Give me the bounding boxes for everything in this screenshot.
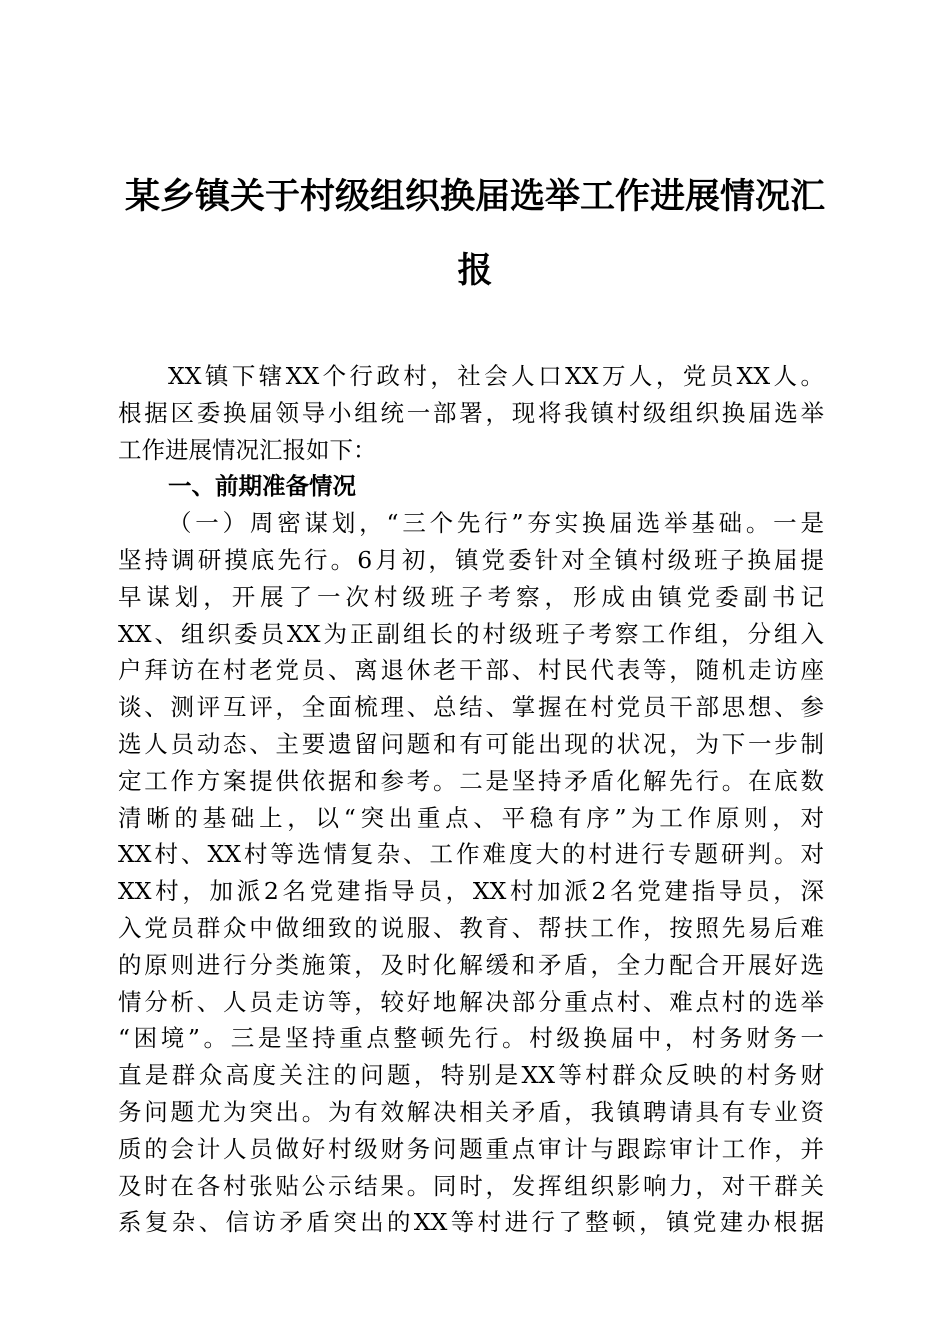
paragraph-line: 选人员动态、主要遗留问题和有可能出现的状况，为下一步制	[118, 729, 824, 758]
paragraph-line: 谈、测评互评，全面梳理、总结、掌握在村党员干部思想、参	[118, 693, 824, 722]
paragraph-line: XX、组织委员XX为正副组长的村级班子考察工作组，分组入	[118, 619, 824, 648]
section-heading: 一、前期准备情况	[168, 472, 356, 501]
paragraph-line: 定工作方案提供依据和参考。二是坚持矛盾化解先行。在底数	[118, 766, 824, 795]
paragraph-line: XX村、XX村等选情复杂、工作难度大的村进行专题研判。对	[118, 840, 824, 869]
title-line-1: 某乡镇关于村级组织换届选举工作进展情况汇	[124, 176, 825, 217]
paragraph-line: “困境”。三是坚持重点整顿先行。村级换届中，村务财务一	[118, 1024, 824, 1053]
intro-line: 工作进展情况汇报如下：	[118, 435, 377, 464]
paragraph-line: 及时在各村张贴公示结果。同时，发挥组织影响力，对干群关	[118, 1171, 824, 1200]
document-body	[118, 358, 824, 1241]
intro-line: XX镇下辖XX个行政村，社会人口XX万人，党员XX人。	[168, 362, 824, 390]
paragraph-line: 情分析、人员走访等，较好地解决部分重点村、难点村的选举	[118, 987, 824, 1016]
paragraph-line: XX村，加派2名党建指导员，XX村加派2名党建指导员，深	[118, 877, 824, 906]
paragraph-line: 的原则进行分类施策，及时化解缓和矛盾，全力配合开展好选	[118, 950, 824, 979]
intro-line: 根据区委换届领导小组统一部署，现将我镇村级组织换届选举	[118, 398, 824, 427]
paragraph-line: 入党员群众中做细致的说服、教育、帮扶工作，按照先易后难	[118, 913, 824, 942]
paragraph-line: 户拜访在村老党员、离退休老干部、村民代表等，随机走访座	[118, 656, 824, 685]
paragraph-line: 直是群众高度关注的问题，特别是XX等村群众反映的村务财	[118, 1061, 824, 1090]
paragraph-line: 清晰的基础上，以“突出重点、平稳有序”为工作原则，对	[118, 803, 824, 832]
paragraph-line: （一）周密谋划，“三个先行”夯实换届选举基础。一是	[168, 509, 824, 538]
paragraph-line: 坚持调研摸底先行。6月初，镇党委针对全镇村级班子换届提	[118, 545, 824, 574]
paragraph-line: 务问题尤为突出。为有效解决相关矛盾，我镇聘请具有专业资	[118, 1097, 824, 1126]
paragraph-line: 早谋划，开展了一次村级班子考察，形成由镇党委副书记	[118, 582, 824, 611]
paragraph-line: 系复杂、信访矛盾突出的XX等村进行了整顿，镇党建办根据	[118, 1208, 824, 1237]
paragraph-line: 质的会计人员做好村级财务问题重点审计与跟踪审计工作，并	[118, 1134, 824, 1163]
title-line-2: 报	[457, 250, 493, 291]
